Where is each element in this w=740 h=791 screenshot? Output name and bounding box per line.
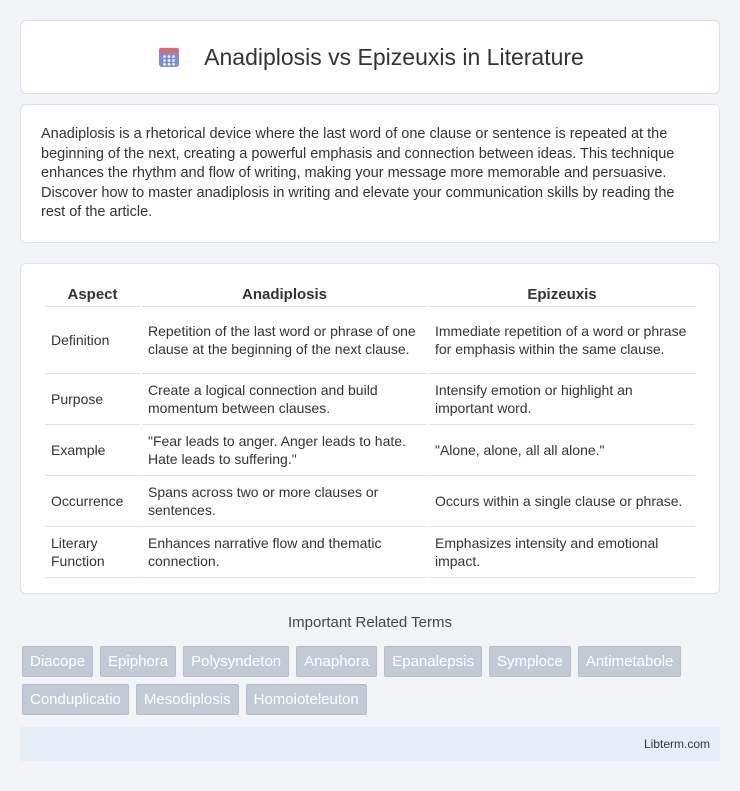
cell-anadiplosis: "Fear leads to anger. Anger leads to hate. Hate leads to suffering.": [142, 425, 427, 476]
comparison-table-card: [20, 263, 720, 594]
header-card: [20, 20, 720, 94]
calendar-grid-icon: [156, 44, 182, 70]
cell-epizeuxis: Emphasizes intensity and emotional impact.: [429, 527, 695, 578]
related-term-tag[interactable]: Polysyndeton: [183, 646, 289, 677]
related-term-tag[interactable]: Epanalepsis: [384, 646, 482, 677]
comparison-table: [43, 283, 697, 578]
table-row: [45, 425, 695, 476]
related-term-tag[interactable]: Homoioteleuton: [246, 684, 367, 715]
related-term-tag[interactable]: Antimetabole: [578, 646, 682, 677]
header-epizeuxis: Epizeuxis: [429, 283, 695, 307]
table-row: [45, 307, 695, 374]
table-header-row: [45, 283, 695, 307]
cell-epizeuxis: Immediate repetition of a word or phrase for emphasis within the same clause.: [429, 307, 695, 374]
page-title: Anadiplosis vs Epizeuxis in Literature: [204, 43, 584, 70]
related-term-tag[interactable]: Mesodiplosis: [136, 684, 239, 715]
cell-anadiplosis: Enhances narrative flow and thematic connection.: [142, 527, 427, 578]
related-terms-title: Important Related Terms: [288, 614, 452, 631]
table-row: [45, 527, 695, 578]
related-term-tag[interactable]: Conduplicatio: [22, 684, 129, 715]
cell-epizeuxis: "Alone, alone, all all alone.": [429, 425, 695, 476]
cell-aspect: Purpose: [45, 374, 140, 425]
cell-anadiplosis: Spans across two or more clauses or sentences.: [142, 476, 427, 527]
cell-aspect: Example: [45, 425, 140, 476]
cell-anadiplosis: Create a logical connection and build momentum between clauses.: [142, 374, 427, 425]
footer-site-link[interactable]: Libterm.com: [643, 737, 710, 751]
cell-epizeuxis: Intensify emotion or highlight an important word.: [429, 374, 695, 425]
related-term-tag[interactable]: Symploce: [489, 646, 571, 677]
cell-anadiplosis: Repetition of the last word or phrase of one clause at the beginning of the next clause.: [142, 307, 427, 374]
intro-text: Anadiplosis is a rhetorical device where the last word of one clause or sentence is repeated at the beginning of the next, creating a powerful emphasis and connection between ideas. This technique enhances the rhythm and flow of writing, making your message more memorable and persuasive. Discover how to master anadiplosis in writing and elevate your communication skills by reading the rest of the article.: [41, 126, 675, 221]
related-term-tag[interactable]: Diacope: [22, 646, 93, 677]
cell-aspect: Definition: [45, 307, 140, 374]
cell-epizeuxis: Occurs within a single clause or phrase.: [429, 476, 695, 527]
footer: [20, 727, 720, 761]
intro-card: [20, 104, 720, 243]
related-term-tag[interactable]: Anaphora: [296, 646, 377, 677]
table-row: [45, 374, 695, 425]
header-aspect: Aspect: [45, 283, 140, 307]
table-row: [45, 476, 695, 527]
related-terms-list: [22, 646, 722, 722]
cell-aspect: Occurrence: [45, 476, 140, 527]
cell-aspect: Literary Function: [45, 527, 140, 578]
header-anadiplosis: Anadiplosis: [142, 283, 427, 307]
related-term-tag[interactable]: Epiphora: [100, 646, 176, 677]
